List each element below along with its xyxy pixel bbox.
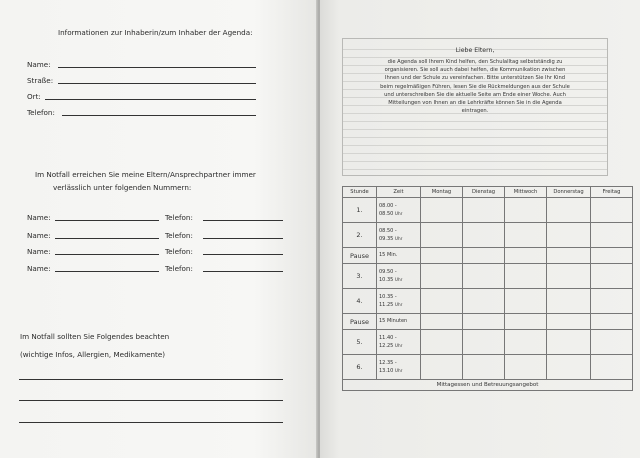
timetable-header-cell: Donnerstag <box>547 187 591 198</box>
owner-street-line[interactable] <box>58 83 256 84</box>
time-unit: Uhr <box>394 342 403 348</box>
timetable-hour-cell: 3. <box>343 264 377 289</box>
timetable-header-cell: Montag <box>421 187 463 198</box>
timetable-day-cell[interactable] <box>463 248 505 264</box>
timetable-day-cell[interactable] <box>591 248 633 264</box>
owner-field-label: Straße: <box>27 76 54 85</box>
timetable-day-cell[interactable] <box>505 355 547 380</box>
contact-phone-label: Telefon: <box>165 231 193 240</box>
timetable-day-cell[interactable] <box>547 330 591 355</box>
timetable-day-cell[interactable] <box>547 355 591 380</box>
lesson-end-time: 10.35 <box>379 276 394 283</box>
letter-ruling-line <box>343 169 607 170</box>
parent-letter-box <box>342 38 608 176</box>
timetable-day-cell[interactable] <box>591 330 633 355</box>
letter-body-line: eintragen. <box>461 108 489 115</box>
timetable-lesson-row <box>343 198 633 223</box>
letter-body-line: Mitteilungen von Ihnen an die Lehrkräfte können Sie in die Agenda <box>388 100 562 107</box>
contact-phone-label: Telefon: <box>165 264 193 273</box>
timetable-footer-row <box>343 380 633 391</box>
letter-body-line: beim regelmäßigen Führen, lesen Sie die Rückmeldungen aus der Schule <box>380 83 570 90</box>
timetable-day-cell[interactable] <box>591 264 633 289</box>
timetable-day-cell[interactable] <box>505 248 547 264</box>
right-page <box>320 0 640 458</box>
timetable-lesson-row <box>343 355 633 380</box>
contact-name-label: Name: <box>27 247 51 256</box>
timetable-hour-cell: Pause <box>343 314 377 330</box>
timetable-day-cell[interactable] <box>463 198 505 223</box>
owner-heading: Informationen zur Inhaberin/zum Inhaber der Agenda: <box>58 28 253 37</box>
letter-ruling-line <box>343 137 607 138</box>
timetable-day-cell[interactable] <box>421 223 463 248</box>
contact-phone-label: Telefon: <box>165 213 193 222</box>
lesson-start-time: 10.35 - <box>379 293 397 300</box>
notes-heading-line1: Im Notfall sollten Sie Folgendes beachten <box>20 332 170 341</box>
contact-phone-line[interactable] <box>203 238 283 239</box>
left-page <box>0 0 318 458</box>
timetable-lesson-row <box>343 264 633 289</box>
letter-greeting: Liebe Eltern, <box>455 47 495 54</box>
contact-name-label: Name: <box>27 231 51 240</box>
time-unit: Uhr <box>394 276 403 282</box>
contact-phone-line[interactable] <box>203 271 283 272</box>
contact-name-label: Name: <box>27 213 51 222</box>
timetable-day-cell[interactable] <box>591 223 633 248</box>
timetable-pause-row <box>343 248 633 264</box>
timetable-hour-cell: 5. <box>343 330 377 355</box>
timetable-time-cell <box>377 355 421 380</box>
time-unit: Uhr <box>394 367 403 373</box>
timetable-pause-row <box>343 314 633 330</box>
timetable-day-cell[interactable] <box>547 223 591 248</box>
timetable-day-cell[interactable] <box>505 198 547 223</box>
letter-ruling-line <box>343 129 607 130</box>
timetable-day-cell[interactable] <box>505 330 547 355</box>
letter-ruling-line <box>343 161 607 162</box>
owner-city-line[interactable] <box>45 99 256 100</box>
timetable-day-cell[interactable] <box>547 248 591 264</box>
timetable-day-cell[interactable] <box>505 289 547 314</box>
time-unit: Uhr <box>394 235 403 241</box>
timetable-day-cell[interactable] <box>547 264 591 289</box>
notes-line[interactable] <box>19 422 283 423</box>
lesson-start-time: 12.35 - <box>379 359 397 366</box>
contact-phone-line[interactable] <box>203 254 283 255</box>
lesson-start-time: 09.50 - <box>379 268 397 275</box>
letter-ruling-line <box>343 145 607 146</box>
timetable-day-cell[interactable] <box>591 355 633 380</box>
timetable-day-cell[interactable] <box>463 330 505 355</box>
contact-name-line[interactable] <box>55 271 159 272</box>
lesson-end-time: 12.25 <box>379 342 394 349</box>
emergency-heading-line2: verlässlich unter folgenden Nummern: <box>53 183 192 192</box>
lesson-start-time: 11.40 - <box>379 334 397 341</box>
letter-ruling-line <box>343 121 607 122</box>
letter-ruling-line <box>343 153 607 154</box>
owner-field-label: Telefon: <box>27 108 55 117</box>
timetable-lesson-row <box>343 289 633 314</box>
timetable-hour-cell: 4. <box>343 289 377 314</box>
timetable-day-cell[interactable] <box>547 314 591 330</box>
timetable-day-cell[interactable] <box>421 289 463 314</box>
contact-phone-line[interactable] <box>203 220 283 221</box>
timetable-day-cell[interactable] <box>463 314 505 330</box>
timetable-lesson-row <box>343 223 633 248</box>
timetable-time-cell <box>377 264 421 289</box>
lesson-start-time: 08.50 - <box>379 227 397 234</box>
timetable-time-cell <box>377 223 421 248</box>
timetable-time-cell <box>377 330 421 355</box>
letter-body-line: und unterschreiben Sie die aktuelle Seite am Ende einer Woche. Auch <box>384 91 566 98</box>
timetable-day-cell[interactable] <box>421 330 463 355</box>
lesson-end-time: 08.50 <box>379 210 394 217</box>
letter-body <box>353 58 597 115</box>
timetable-header-cell: Dienstag <box>463 187 505 198</box>
timetable-header-cell: Freitag <box>591 187 633 198</box>
time-unit: Uhr <box>394 301 403 307</box>
timetable-day-cell[interactable] <box>547 289 591 314</box>
timetable-header-cell: Stunde <box>343 187 377 198</box>
letter-body-line: organisieren. Sie soll auch dabei helfen, die Kommunikation zwischen <box>384 67 566 74</box>
timetable-day-cell[interactable] <box>463 289 505 314</box>
timetable-hour-cell: Pause <box>343 248 377 264</box>
notes-heading-line2: (wichtige Infos, Allergien, Medikamente) <box>20 350 166 359</box>
contact-name-line[interactable] <box>55 238 159 239</box>
lesson-end-time: 11.25 <box>379 301 394 308</box>
lesson-start-time: 08.00 - <box>379 202 397 209</box>
emergency-heading-line1: Im Notfall erreichen Sie meine Eltern/Ansprechpartner immer <box>35 170 256 179</box>
timetable-day-cell[interactable] <box>421 264 463 289</box>
timetable-day-cell[interactable] <box>463 264 505 289</box>
timetable-day-cell[interactable] <box>591 198 633 223</box>
letter-body-line: die Agenda soll Ihrem Kind helfen, den Schulalltag selbstständig zu <box>387 59 563 65</box>
timetable-pause-time: 15 Min. <box>377 248 421 264</box>
owner-phone-line[interactable] <box>62 115 256 116</box>
timetable-day-cell[interactable] <box>547 198 591 223</box>
owner-field-label: Name: <box>27 60 51 69</box>
contact-name-label: Name: <box>27 264 51 273</box>
owner-field-label: Ort: <box>27 92 41 101</box>
letter-body-line: Ihnen und der Schule zu vereinfachen. Bitte unterstützen Sie Ihr Kind <box>384 75 566 82</box>
timetable-day-cell[interactable] <box>463 223 505 248</box>
timetable-day-cell[interactable] <box>591 314 633 330</box>
contact-phone-label: Telefon: <box>165 247 193 256</box>
timetable <box>342 186 633 391</box>
timetable-footer: Mittagessen und Betreuungsangebot <box>343 380 633 391</box>
timetable-day-cell[interactable] <box>505 264 547 289</box>
timetable-header-cell: Zeit <box>377 187 421 198</box>
timetable-hour-cell: 1. <box>343 198 377 223</box>
timetable-day-cell[interactable] <box>505 314 547 330</box>
lesson-end-time: 09.35 <box>379 235 394 242</box>
owner-name-line[interactable] <box>58 67 256 68</box>
notes-line[interactable] <box>19 400 283 401</box>
timetable-header-row <box>343 187 633 198</box>
timetable-hour-cell: 2. <box>343 223 377 248</box>
timetable-day-cell[interactable] <box>505 223 547 248</box>
timetable-hour-cell: 6. <box>343 355 377 380</box>
lesson-end-time: 13.10 <box>379 367 394 374</box>
notes-line[interactable] <box>19 379 283 380</box>
timetable-day-cell[interactable] <box>421 198 463 223</box>
timetable-header-cell: Mittwoch <box>505 187 547 198</box>
timetable-day-cell[interactable] <box>421 355 463 380</box>
contact-name-line[interactable] <box>55 220 159 221</box>
timetable-time-cell <box>377 289 421 314</box>
contact-name-line[interactable] <box>55 254 159 255</box>
timetable-lesson-row <box>343 330 633 355</box>
timetable-time-cell <box>377 198 421 223</box>
timetable-day-cell[interactable] <box>463 355 505 380</box>
timetable-day-cell[interactable] <box>591 289 633 314</box>
timetable-pause-time: 15 Minuten <box>377 314 421 330</box>
timetable-day-cell[interactable] <box>421 248 463 264</box>
time-unit: Uhr <box>394 210 403 216</box>
timetable-day-cell[interactable] <box>421 314 463 330</box>
